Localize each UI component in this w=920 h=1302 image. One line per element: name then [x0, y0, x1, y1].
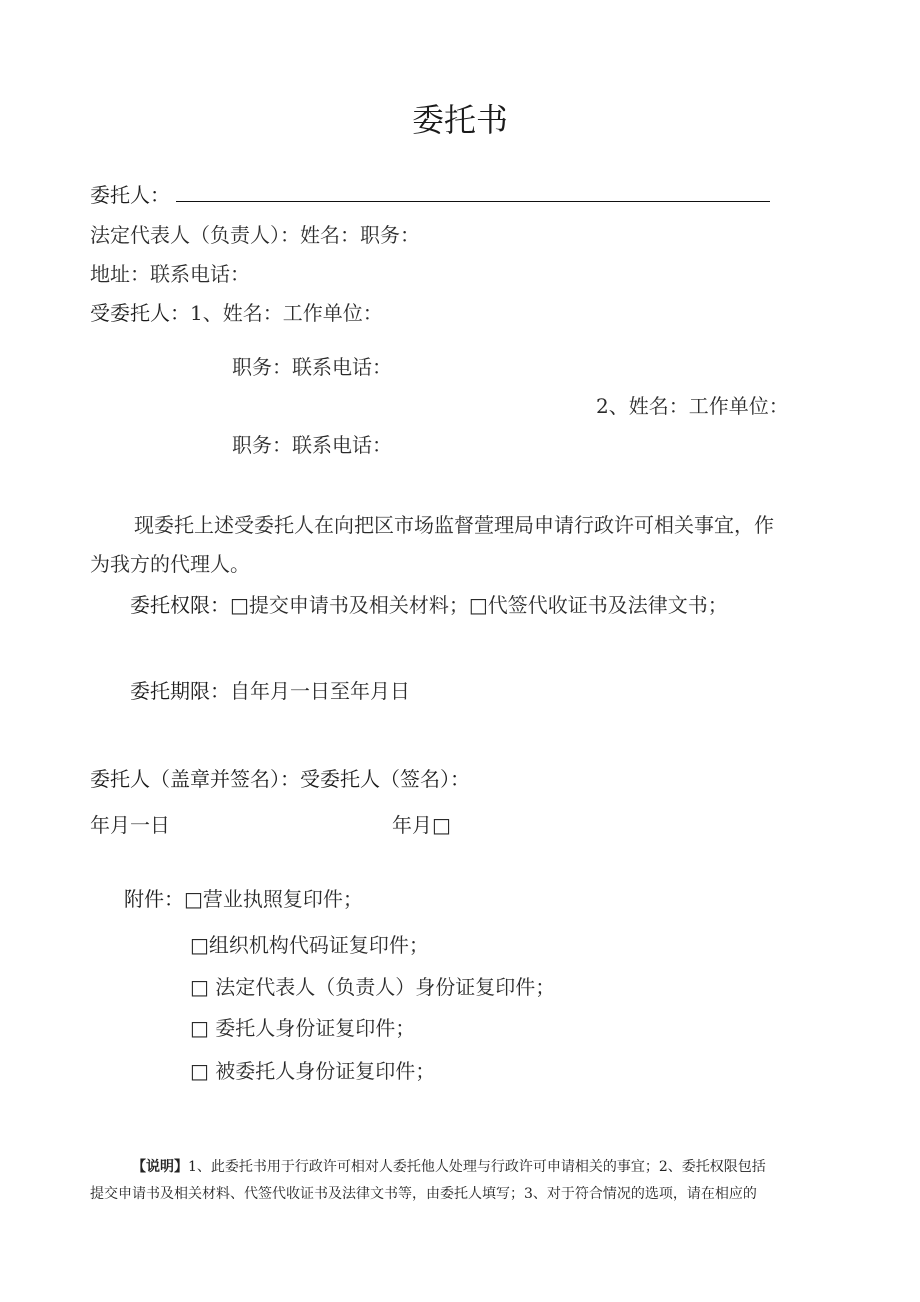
note-text-1: 1、此委托书用于行政许可相对人委托他人处理与行政许可申请相关的事宜；2、委托权限包括 [188, 1159, 766, 1175]
signature-label: 委托人（盖章并签名）：受委托人（签名）： [90, 767, 470, 791]
attachment-item: □ 委托人身份证复印件； [190, 1016, 416, 1040]
attachment-item: □营业执照复印件； [184, 887, 363, 911]
attachment-item: □ 被委托人身份证复印件； [190, 1059, 436, 1083]
body-paragraph-line2: 为我方的代理人。 [90, 552, 250, 576]
authority-options: □提交申请书及相关材料；□代签代收证书及法律文书； [230, 593, 728, 617]
period-row [130, 678, 410, 705]
principal-label: 委托人： [90, 183, 170, 207]
principal-blank-line [176, 183, 770, 202]
signature-date-right: 年月□ [392, 813, 451, 837]
note-line2: 提交申请书及相关材料、代签代收证书及法律文书等，由委托人填写；3、对于符合情况的选项，请在相应的 [90, 1186, 757, 1202]
authority-label: 委托权限： [130, 593, 230, 617]
attachment-item: □ 法定代表人（负责人）身份证复印件； [190, 975, 556, 999]
attachments-row [124, 886, 363, 913]
signature-date-left: 年月一日 [90, 813, 170, 837]
address-phone-line: 地址：联系电话： [90, 262, 250, 286]
agent2-duty-phone: 职务：联系电话： [232, 433, 392, 457]
agent2-name-unit: 2、姓名：工作单位： [596, 394, 789, 418]
note-line1 [90, 1154, 834, 1181]
principal-row [90, 182, 770, 209]
body-paragraph-line1: 现委托上述受委托人在向把区市场监督萱理局申请行政许可相关事宜，作 [134, 513, 774, 537]
agent-label: 受委托人： [90, 301, 190, 325]
period-label: 委托期限： [130, 679, 230, 703]
agent-row [90, 300, 383, 327]
note-label: 【说明】 [132, 1159, 188, 1175]
period-value: 自年月一日至年月日 [230, 679, 410, 703]
agent1-name-unit: 1、姓名：工作单位： [190, 301, 383, 325]
note-block [90, 1154, 834, 1208]
attachment-item: □组织机构代码证复印件； [190, 933, 429, 957]
document-title: 委托书 [411, 101, 508, 139]
legal-rep-line: 法定代表人（负责人）：姓名：职务： [90, 223, 420, 247]
authority-row [130, 592, 728, 619]
attachments-label: 附件： [124, 887, 184, 911]
agent1-duty-phone: 职务：联系电话： [232, 355, 392, 379]
